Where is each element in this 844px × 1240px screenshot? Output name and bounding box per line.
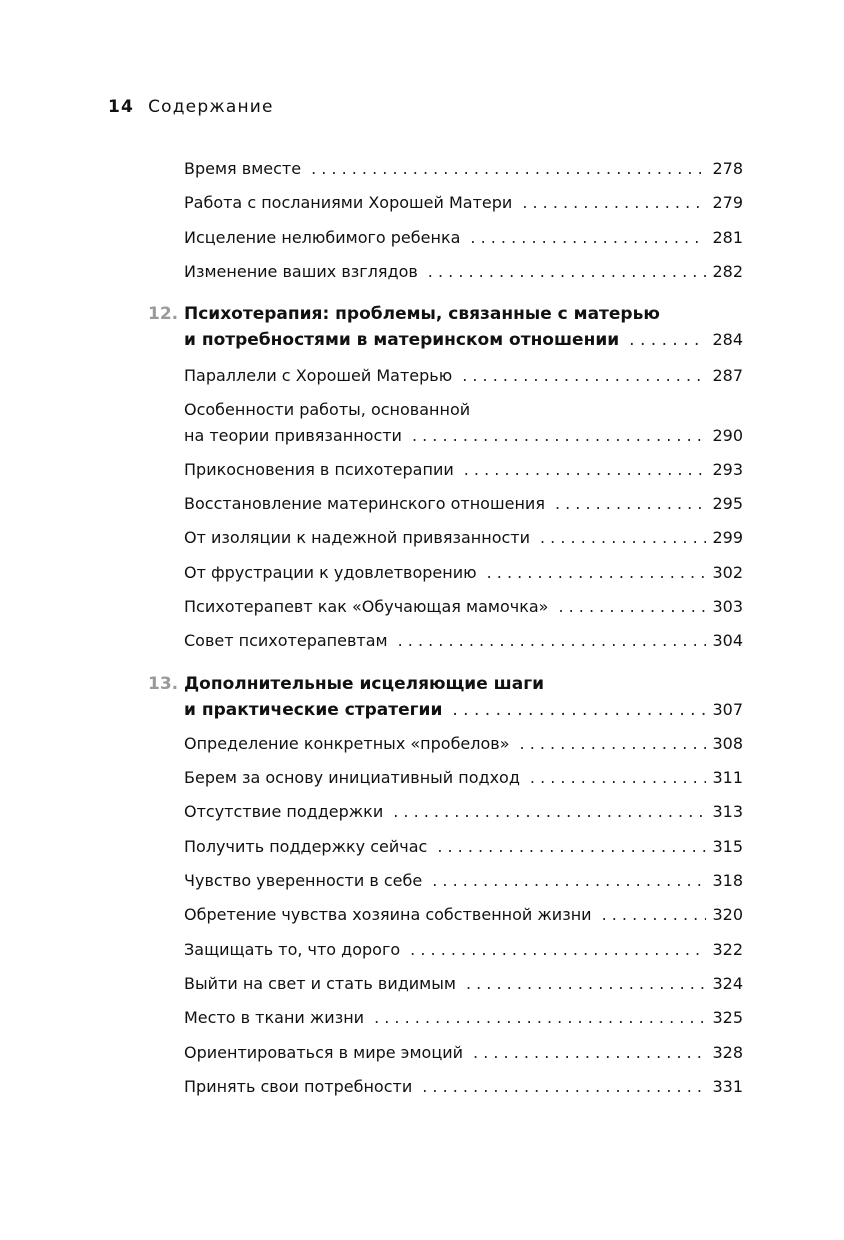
- toc-entry-title: Время вместе: [184, 159, 302, 178]
- toc-entry-title: Изменение ваших взглядов: [184, 262, 418, 281]
- leader-dots: [462, 363, 706, 389]
- toc-entry-page: 331: [712, 1077, 743, 1096]
- toc-entry-page: 328: [712, 1043, 743, 1062]
- toc-entry-title: От фрустрации к удовлетворению: [184, 563, 477, 582]
- leader-dots: [530, 765, 707, 791]
- chapter-title-continued: и практические стратегии: [184, 700, 443, 720]
- chapter-entry[interactable]: [184, 696, 743, 724]
- header-page-number: 14: [108, 97, 135, 117]
- leader-dots: [540, 525, 706, 551]
- toc-entry-title: Чувство уверенности в себе: [184, 871, 423, 890]
- toc-entry-title: Место в ткани жизни: [184, 1008, 365, 1027]
- leader-dots: [398, 628, 707, 654]
- toc-entry-page: 304: [712, 631, 743, 650]
- toc-entry-title: Восстановление материнского отношения: [184, 494, 545, 513]
- toc-entry[interactable]: [184, 731, 743, 757]
- toc-entry-page: 325: [712, 1008, 743, 1027]
- toc-entry-page: 311: [712, 768, 743, 787]
- leader-dots: [393, 799, 706, 825]
- toc-entry-title: Прикосновения в психотерапии: [184, 460, 454, 479]
- leader-dots: [410, 937, 706, 963]
- leader-dots: [422, 1074, 706, 1100]
- chapter-title-continued: и потребностями в материнском отношении: [184, 330, 620, 350]
- leader-dots: [558, 594, 706, 620]
- leader-dots: [487, 560, 707, 586]
- leader-dots: [452, 696, 706, 724]
- leader-dots: [432, 868, 706, 894]
- toc-entry-title: Берем за основу инициативный подход: [184, 768, 520, 787]
- toc-entry[interactable]: [184, 799, 743, 825]
- toc-entry[interactable]: [184, 423, 743, 449]
- toc-entry-page: 290: [712, 426, 743, 445]
- toc-entry-page: 278: [712, 159, 743, 178]
- toc-entry[interactable]: [184, 156, 743, 182]
- chapter-number: 12.: [148, 304, 179, 324]
- toc-entry-title: Определение конкретных «пробелов»: [184, 734, 510, 753]
- toc-entry-title: Отсутствие поддержки: [184, 802, 384, 821]
- leader-dots: [470, 225, 706, 251]
- chapter-title: Дополнительные исцеляющие шаги: [184, 674, 544, 694]
- toc-entry[interactable]: [184, 765, 743, 791]
- leader-dots: [412, 423, 707, 449]
- toc-entry-title: на теории привязанности: [184, 426, 402, 445]
- toc-entry-title: Обретение чувства хозяина собственной жизни: [184, 905, 592, 924]
- toc-entry[interactable]: [184, 1074, 743, 1100]
- leader-dots: [629, 326, 706, 354]
- toc-entry[interactable]: [184, 868, 743, 894]
- toc-entry[interactable]: [184, 628, 743, 654]
- toc-entry[interactable]: [184, 457, 743, 483]
- leader-dots: [428, 259, 707, 285]
- toc-entry[interactable]: [184, 363, 743, 389]
- leader-dots: [466, 971, 707, 997]
- toc-entry[interactable]: [184, 525, 743, 551]
- toc-entry[interactable]: [184, 491, 743, 517]
- toc-entry[interactable]: [184, 225, 743, 251]
- toc-entry-title: Ориентироваться в мире эмоций: [184, 1043, 464, 1062]
- toc-entry-page: 279: [712, 193, 743, 212]
- toc-entry-page: 308: [712, 734, 743, 753]
- header-title: Содержание: [148, 97, 274, 117]
- toc-entry-title: Совет психотерапевтам: [184, 631, 388, 650]
- toc-entry-title: Параллели с Хорошей Матерью: [184, 366, 453, 385]
- leader-dots: [555, 491, 707, 517]
- toc-entry-title: Получить поддержку сейчас: [184, 837, 428, 856]
- chapter-title: Психотерапия: проблемы, связанные с матерью: [184, 304, 660, 324]
- toc-entry-title: Принять свои потребности: [184, 1077, 413, 1096]
- toc-entry-title: Выйти на свет и стать видимым: [184, 974, 456, 993]
- toc-entry[interactable]: [184, 560, 743, 586]
- toc-entry-title: Защищать то, что дорого: [184, 940, 401, 959]
- toc-entry[interactable]: [184, 937, 743, 963]
- toc-entry-page: 302: [712, 563, 743, 582]
- toc-entry-title: Исцеление нелюбимого ребенка: [184, 228, 461, 247]
- page-header: [108, 97, 274, 117]
- toc-entry-page: 299: [712, 528, 743, 547]
- leader-dots: [522, 190, 706, 216]
- toc-entry[interactable]: [184, 259, 743, 285]
- chapter-page: 307: [712, 700, 743, 719]
- toc-entry-page: 303: [712, 597, 743, 616]
- chapter-entry[interactable]: [184, 326, 743, 354]
- toc-entry[interactable]: [184, 902, 743, 928]
- chapter-page: 284: [712, 330, 743, 349]
- toc-entry-page: 281: [712, 228, 743, 247]
- toc-entry-page: 324: [712, 974, 743, 993]
- toc-entry[interactable]: [184, 971, 743, 997]
- leader-dots: [473, 1040, 706, 1066]
- toc-entry-page: 282: [712, 262, 743, 281]
- leader-dots: [464, 457, 707, 483]
- leader-dots: [602, 902, 707, 928]
- toc-entry-page: 295: [712, 494, 743, 513]
- toc-entry-title: От изоляции к надежной привязанности: [184, 528, 530, 547]
- toc-entry-title-line1: Особенности работы, основанной: [184, 400, 471, 419]
- leader-dots: [311, 156, 706, 182]
- leader-dots: [374, 1005, 706, 1031]
- toc-entry-page: 313: [712, 802, 743, 821]
- toc-entry[interactable]: [184, 1040, 743, 1066]
- toc-entry-page: 293: [712, 460, 743, 479]
- leader-dots: [437, 834, 706, 860]
- toc-entry[interactable]: [184, 190, 743, 216]
- toc-entry-title: Работа с посланиями Хорошей Матери: [184, 193, 513, 212]
- toc-entry-title: Психотерапевт как «Обучающая мамочка»: [184, 597, 549, 616]
- toc-entry-page: 315: [712, 837, 743, 856]
- toc-entry[interactable]: [184, 594, 743, 620]
- toc-entry[interactable]: [184, 834, 743, 860]
- toc-entry-page: 318: [712, 871, 743, 890]
- leader-dots: [520, 731, 707, 757]
- toc-entry-page: 320: [712, 905, 743, 924]
- chapter-number: 13.: [148, 674, 179, 694]
- toc-entry-page: 322: [712, 940, 743, 959]
- toc-entry[interactable]: [184, 1005, 743, 1031]
- toc-entry-page: 287: [712, 366, 743, 385]
